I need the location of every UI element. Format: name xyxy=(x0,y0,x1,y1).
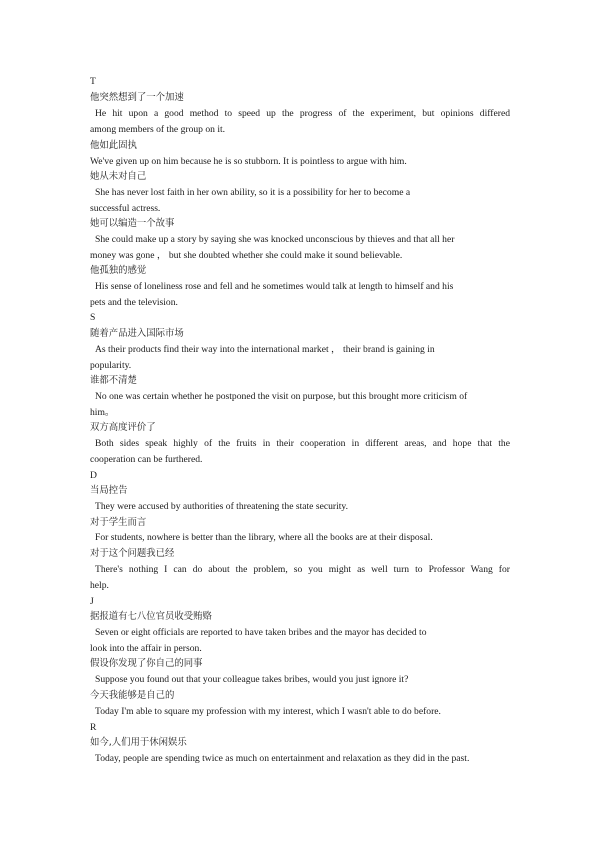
english-sentence: Both sides speak highly of the fruits in their cooperation in different areas, and hope that the xyxy=(95,438,510,449)
chinese-prompt: 她从未对自己 xyxy=(90,171,147,182)
english-sentence: Seven or eight officials are reported to have taken bribes and the mayor has decided to xyxy=(95,627,427,638)
english-sentence-continued: popularity. xyxy=(90,360,132,371)
chinese-prompt: 今天我能够是自己的 xyxy=(90,690,175,701)
english-sentence: Today I'm able to square my profession with my interest, which I wasn't able to do before. xyxy=(95,706,441,717)
english-sentence-continued: help. xyxy=(90,580,109,591)
english-sentence: No one was certain whether he postponed the visit on purpose, but this brought more criticism of xyxy=(95,391,468,402)
english-sentence: Today, people are spending twice as much on entertainment and relaxation as they did in the past. xyxy=(95,753,470,764)
section-heading-s: S xyxy=(90,312,96,323)
chinese-prompt: 当局控告 xyxy=(90,485,128,496)
english-sentence: She has never lost faith in her own ability, so it is a possibility for her to become a xyxy=(95,187,411,198)
english-sentence-continued: successful actress. xyxy=(90,203,161,214)
english-sentence: His sense of loneliness rose and fell and he sometimes would talk at length to himself and his xyxy=(95,281,454,292)
chinese-prompt: 双方高度评价了 xyxy=(90,422,156,433)
chinese-prompt: 他突然想到了一个加速 xyxy=(90,92,184,103)
english-sentence-continued: look into the affair in person. xyxy=(90,643,202,654)
chinese-prompt: 谁都不清楚 xyxy=(90,375,137,386)
section-heading-d: D xyxy=(90,470,97,481)
english-sentence: They were accused by authorities of threatening the state security. xyxy=(95,501,348,512)
chinese-prompt: 他如此固执 xyxy=(90,140,137,151)
chinese-prompt: 对于学生而言 xyxy=(90,517,147,528)
section-heading-t: T xyxy=(90,76,96,87)
english-sentence: There's nothing I can do about the problem, so you might as well turn to Professor Wang for xyxy=(95,564,510,575)
chinese-prompt: 假设你发现了你自己的同事 xyxy=(90,658,203,669)
english-sentence: Suppose you found out that your colleague takes bribes, would you just ignore it? xyxy=(95,674,409,685)
english-sentence-continued: pets and the television. xyxy=(90,297,178,308)
chinese-prompt: 随着产品进入国际市场 xyxy=(90,328,184,339)
english-sentence: For students, nowhere is better than the library, where all the books are at their disposal. xyxy=(95,532,433,543)
section-heading-r: R xyxy=(90,722,97,733)
english-sentence-continued: him。 xyxy=(90,407,115,418)
chinese-prompt: 她可以编造一个故事 xyxy=(90,218,175,229)
english-sentence: As their products find their way into the international market ， their brand is gaining in xyxy=(95,344,435,355)
section-heading-j: J xyxy=(90,596,94,607)
english-sentence-continued: money was gone ， but she doubted whether she could make it sound believable. xyxy=(90,250,403,261)
english-sentence: She could make up a story by saying she was knocked unconscious by thieves and that all her xyxy=(95,234,455,245)
chinese-prompt: 对于这个问题我已经 xyxy=(90,548,175,559)
english-sentence: He hit upon a good method to speed up the progress of the experiment, but opinions differed xyxy=(95,108,510,119)
chinese-prompt: 如今,人们用于休闲娱乐 xyxy=(90,737,187,748)
english-sentence-continued: cooperation can be furthered. xyxy=(90,454,203,465)
chinese-prompt: 他孤独的感觉 xyxy=(90,265,147,276)
chinese-prompt: 据报道有七八位官员收受贿赂 xyxy=(90,611,212,622)
english-sentence: We've given up on him because he is so stubborn. It is pointless to argue with him. xyxy=(90,156,407,167)
english-sentence-continued: among members of the group on it. xyxy=(90,124,226,135)
